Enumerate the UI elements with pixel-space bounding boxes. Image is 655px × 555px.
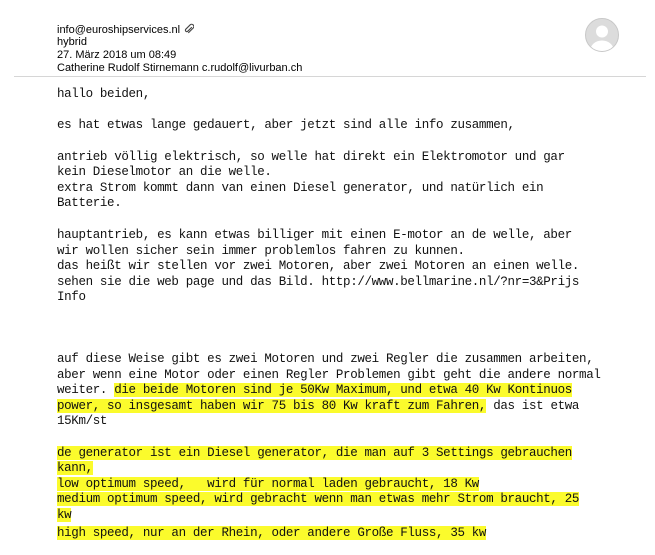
email-header [0,0,655,82]
highlighted-text: power, so insgesamt haben wir 75 bis 80 Kw kraft zum Fahren, [57,399,487,413]
body-line: das heißt wir stellen vor zwei Motoren, aber zwei Motoren an einen welle. [57,259,580,273]
body-line: extra Strom kommt dann van einen Diesel generator, und natürlich ein [57,181,544,195]
body-line [57,508,71,524]
date-value: 27. März 2018 um 08:49 [57,49,177,61]
body-line [57,461,93,477]
highlighted-text: kw [57,508,72,522]
body-text: das ist etwa [486,399,580,413]
to-recipient[interactable]: Catherine Rudolf Stirnemann c.rudolf@livurban.ch [57,62,303,74]
body-line-with-link[interactable]: sehen sie die web page und das Bild. http://www.bellmarine.nl/?nr=3&Prijs [57,275,580,289]
from-address[interactable] [57,23,194,37]
body-line: aber wenn eine Motor oder einen Regler Problemen gibt geht die andere normal [57,368,601,382]
paperclip-icon[interactable] [184,23,194,35]
body-line: kein Dieselmotor an die welle. [57,165,272,179]
body-line: hauptantrieb, es kann etwas billiger mit einen E-motor an de welle, aber [57,228,572,242]
email-body [57,87,647,540]
body-line: Batterie. [57,196,122,210]
highlighted-text: low optimum speed, wird für normal laden gebraucht, 18 Kw [57,477,479,491]
avatar-silhouette [586,19,618,51]
from-address-text: info@euroshipservices.nl [57,24,181,36]
body-text: weiter. [57,383,115,397]
body-line [57,446,572,462]
body-line: Info [57,290,86,304]
body-line [57,526,486,542]
body-line: antrieb völlig elektrisch, so welle hat direkt ein Elektromotor und gar [57,150,565,164]
body-line [57,383,572,399]
highlighted-text: de generator ist ein Diesel generator, die man auf 3 Settings gebrauchen [57,446,572,460]
person-avatar-icon[interactable] [585,18,619,52]
body-line: auf diese Weise gibt es zwei Motoren und zwei Regler die zusammen arbeiten, [57,352,594,366]
body-line: 15Km/st [57,414,108,428]
highlighted-text: die beide Motoren sind je 50Kw Maximum, und etwa 40 Kw Kontinuos [114,383,572,397]
subject-value: hybrid [57,36,87,48]
header-divider [14,76,646,77]
highlighted-text: kann, [57,461,93,475]
body-line: es hat etwas lange gedauert, aber jetzt sind alle info zusammen, [57,118,515,132]
body-line [57,477,479,493]
highlighted-text: high speed, nur an der Rhein, oder andere Große Fluss, 35 kw [57,526,487,540]
highlighted-text: medium optimum speed, wird gebracht wenn man etwas mehr Strom braucht, 25 [57,492,580,506]
body-line [57,492,579,508]
body-line: hallo beiden, [57,87,150,101]
body-line: wir wollen sicher sein immer problemlos fahren zu kunnen. [57,244,465,258]
body-line [57,399,579,415]
